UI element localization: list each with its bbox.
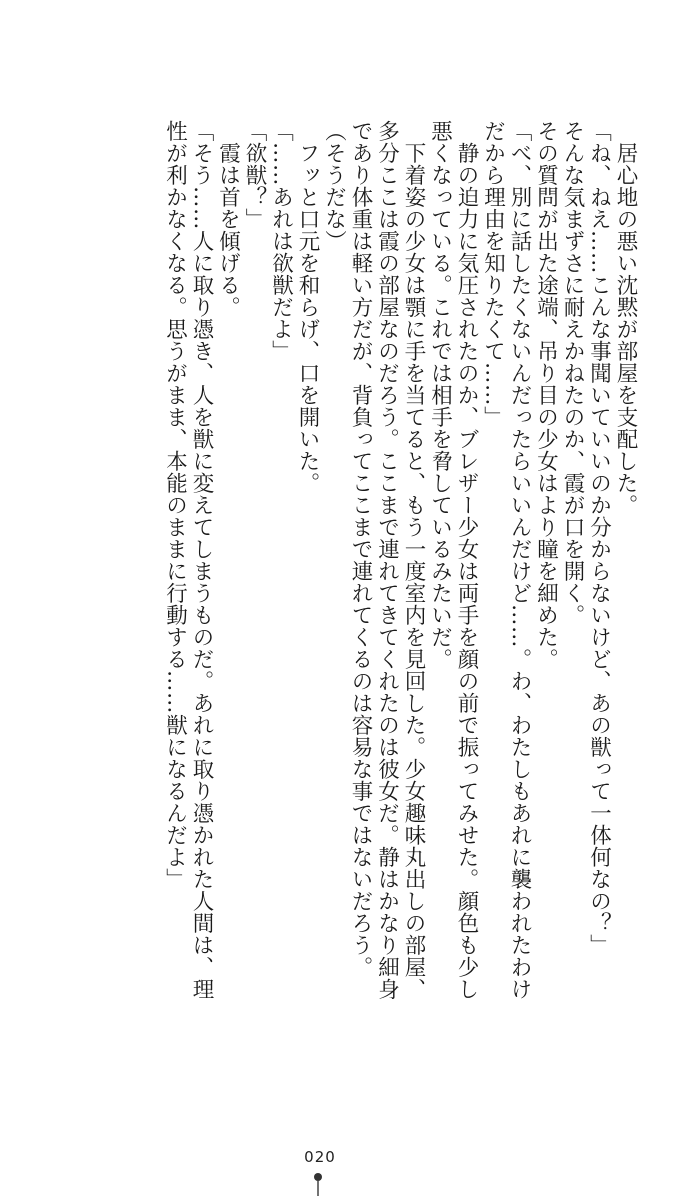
text-line: だから理由を知りたくて……」: [480, 120, 506, 428]
vertical-text-block: [38, 120, 638, 1130]
text-line: （そうだな）: [321, 120, 347, 252]
text-line: 「そう……人に取り憑き、人を獣に変えてしまうものだ。あれに取り憑かれた人間は、理: [189, 120, 214, 1000]
text-line: 下着姿の少女は顎に手を当てると、もう一度室内を見回した。少女趣味丸出しの部屋、: [401, 141, 426, 1000]
text-line: 霞は首を傾げる。: [215, 141, 241, 318]
page-marker-icon: [313, 1172, 323, 1196]
text-line: そんな気まずさに耐えかねたのか、霞が口を開く。: [560, 120, 585, 626]
text-line: 多分ここは霞の部屋なのだろう。ここまで連れてきてくれたのは彼女だ。静はかなり細身: [374, 120, 400, 1000]
text-line: 「べ、別に話したくないんだったらいいんだけど……。わ、わたしもあれに襲われたわけ: [507, 120, 532, 1000]
text-line: 「ね、ねえ……こんな事聞いていいのか分からないけど、あの獣って一体何なの？」: [586, 120, 612, 956]
text-line: であり体重は軽い方だが、背負ってここまで連れてくるのは容易な事ではないだろう。: [348, 120, 373, 978]
text-line: その質問が出た途端、吊り目の少女はより瞳を細めた。: [533, 120, 559, 670]
page-number: 020: [304, 1148, 336, 1166]
text-line: フッと口元を和らげ、口を開いた。: [295, 141, 320, 494]
text-line: 「……あれは欲獣だよ」: [268, 120, 294, 362]
text-line: 静の迫力に気圧されたのか、ブレザー少女は両手を顔の前で振ってみせた。顔色も少し: [454, 141, 479, 1000]
text-line: 居心地の悪い沈黙が部屋を支配した。: [613, 141, 638, 516]
text-line: 悪くなっている。これでは相手を脅しているみたいだ。: [427, 120, 453, 670]
text-line: 「欲獣？」: [242, 120, 267, 230]
text-line: 性が利かなくなる。思うがまま、本能のままに行動する……獣になるんだよ」: [162, 120, 188, 890]
